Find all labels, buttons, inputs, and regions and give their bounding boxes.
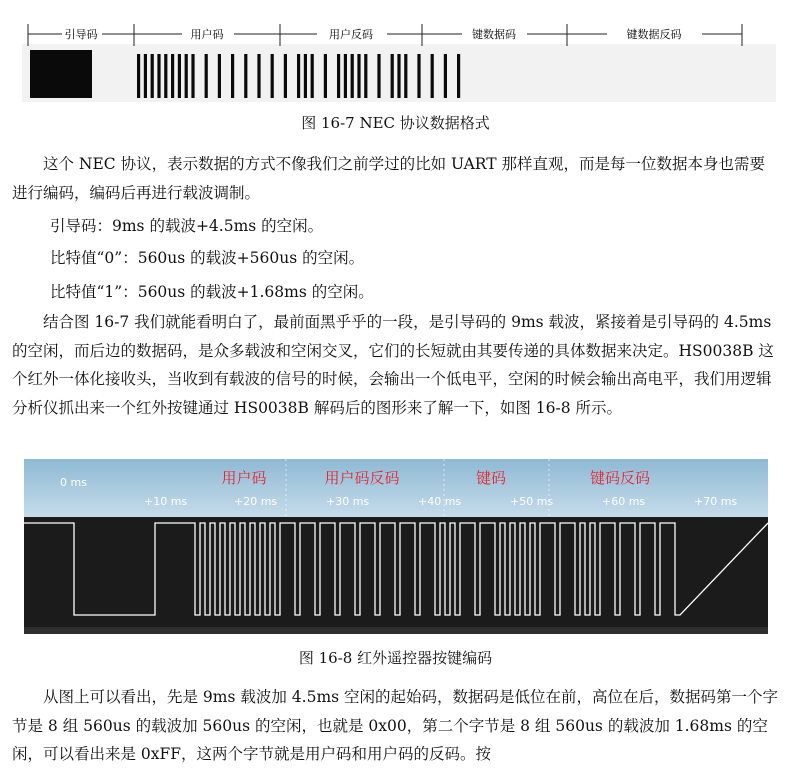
paragraph-2: 结合图 16-7 我们就能看明白了，最前面黑乎乎的一段，是引导码的 9ms 载波，紧接着是引导码的 4.5ms 的空闲，而后边的数据码，是众多载波和空闲交叉，它们的长短就由其要传递的具体数据来决定。HS0038B 这个红外一体化接收头，当收到有载波的信号的时候，会输出一个低电平，空闲的时候会输出高电平，我们用逻辑分析仪抓出来一个红外按键通过 HS0038B 解码后的图形来了解一下，如图 16-8 所示。 xyxy=(12,313,774,418)
carrier-pulse xyxy=(157,54,160,98)
analyzer-header xyxy=(24,459,768,517)
carrier-pulse xyxy=(271,54,274,98)
carrier-pulse xyxy=(377,54,380,98)
carrier-pulse xyxy=(344,54,347,98)
section-label-user: 用户码 xyxy=(221,469,267,487)
bit-0-definition: 比特值“0”：560us 的载波+560us 的空闲。 xyxy=(50,249,365,267)
segment-label-key: 键数据码 xyxy=(472,28,516,41)
paragraph-3: 从图上可以看出，先是 9ms 载波加 4.5ms 空闲的起始码，数据码是低位在前，高位在后，数据码第一个字节是 8 组 560us 的载波加 560us 的空闲，也就是 0x00，第二个字节是 8 组 560us 的载波加 1.68ms 的空闲，可以看出来是 0xFF，这两个字节就是用户码和用户码的反码。按 xyxy=(12,688,779,764)
time-label-40: +40 ms xyxy=(418,495,462,508)
time-label-10: +10 ms xyxy=(144,495,188,508)
carrier-pulse xyxy=(404,54,407,98)
carrier-pulse xyxy=(171,54,174,98)
carrier-pulse xyxy=(397,54,400,98)
carrier-pulse xyxy=(297,54,300,98)
time-label-70: +70 ms xyxy=(694,495,738,508)
segment-label-lead: 引导码 xyxy=(64,28,98,41)
carrier-pulse xyxy=(444,54,447,98)
carrier-pulse xyxy=(357,54,360,98)
carrier-pulse xyxy=(417,54,420,98)
carrier-pulse xyxy=(257,54,260,98)
paragraph-1: 这个 NEC 协议，表示数据的方式不像我们之前学过的比如 UART 那样直观，而是每一位数据本身也需要进行编码，编码后再进行载波调制。 xyxy=(12,155,765,202)
segment-label-user-inverse: 用户反码 xyxy=(329,28,373,41)
section-label-key: 键码 xyxy=(475,469,507,487)
carrier-pulse xyxy=(304,54,307,98)
nec-format-diagram xyxy=(22,20,776,102)
carrier-pulse xyxy=(185,54,188,98)
logic-analyzer-capture xyxy=(24,459,768,634)
carrier-pulse xyxy=(144,54,147,98)
segment-label-user: 用户码 xyxy=(190,28,224,41)
carrier-pulse xyxy=(178,54,181,98)
carrier-pulse xyxy=(324,54,327,98)
carrier-pulse xyxy=(151,54,154,98)
carrier-pulse xyxy=(351,54,354,98)
carrier-pulse xyxy=(284,54,287,98)
stop-pulse xyxy=(457,54,460,98)
segment-label-key-inverse: 键数据反码 xyxy=(626,28,682,41)
figure-16-8-caption: 图 16-8 红外遥控器按键编码 xyxy=(298,649,493,667)
carrier-pulse xyxy=(218,54,221,98)
carrier-pulse xyxy=(364,54,367,98)
lead-code-definition: 引导码：9ms 的载波+4.5ms 的空闲。 xyxy=(50,217,324,235)
carrier-pulse xyxy=(311,54,314,98)
carrier-pulse xyxy=(205,54,208,98)
lead-carrier-block xyxy=(30,50,92,98)
time-label-30: +30 ms xyxy=(326,495,370,508)
carrier-pulse xyxy=(431,54,434,98)
time-label-50: +50 ms xyxy=(510,495,554,508)
carrier-pulse xyxy=(337,54,340,98)
bit-1-definition: 比特值“1”：560us 的载波+1.68ms 的空闲。 xyxy=(50,283,374,301)
section-label-key-inverse: 键码反码 xyxy=(589,469,651,487)
carrier-pulse xyxy=(137,54,140,98)
time-label-0: 0 ms xyxy=(60,476,87,489)
time-label-20: +20 ms xyxy=(234,495,278,508)
carrier-pulse xyxy=(231,54,234,98)
carrier-pulse xyxy=(191,54,194,98)
time-label-60: +60 ms xyxy=(602,495,646,508)
carrier-pulse xyxy=(391,54,394,98)
figure-16-7-caption: 图 16-7 NEC 协议数据格式 xyxy=(301,114,490,132)
carrier-pulse xyxy=(244,54,247,98)
section-label-user-inverse: 用户码反码 xyxy=(324,469,400,487)
carrier-pulse xyxy=(164,54,167,98)
